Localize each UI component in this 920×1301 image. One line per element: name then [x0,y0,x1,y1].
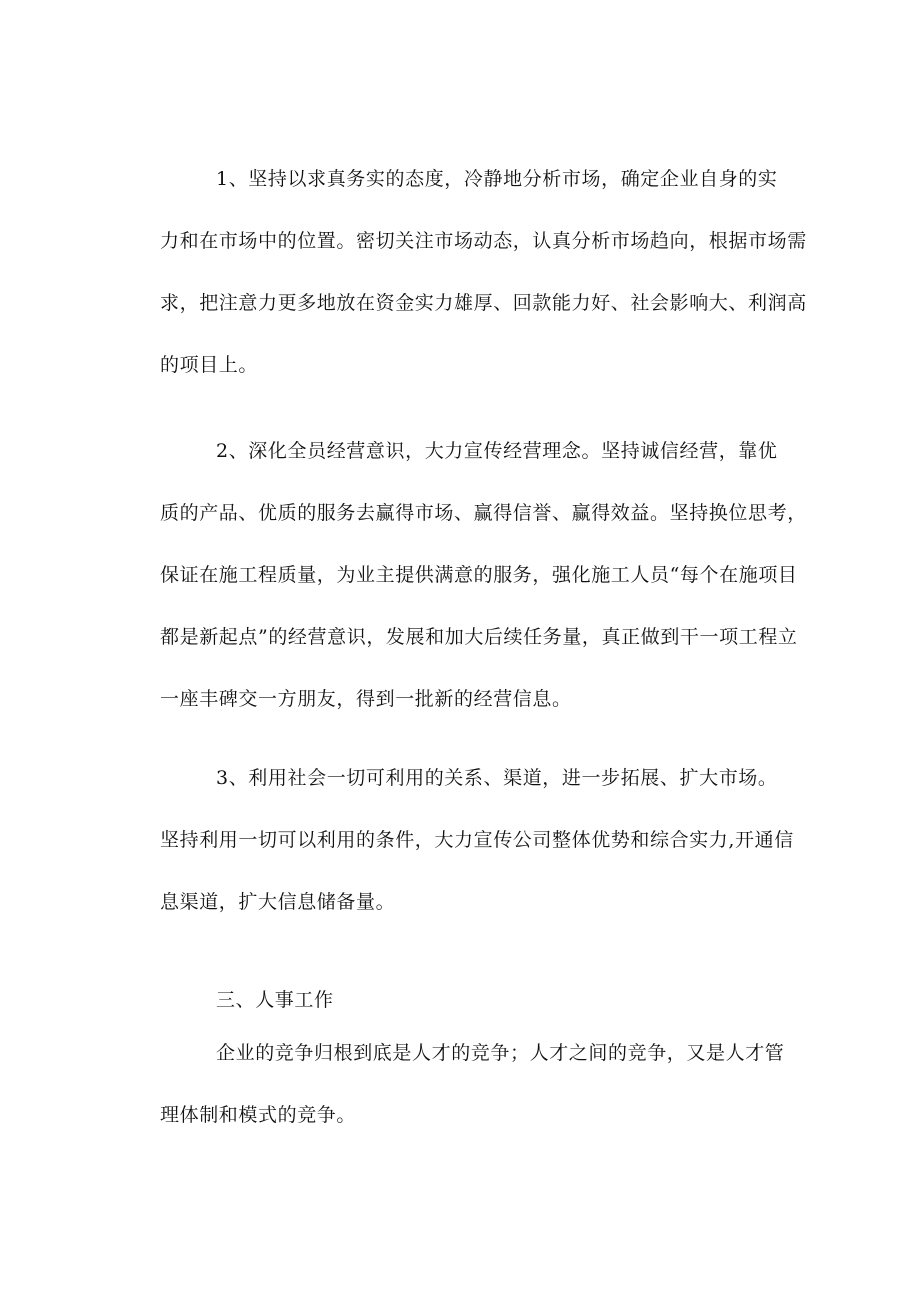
paragraph-line: 质的产品、优质的服务去赢得市场、赢得信誉、赢得效益。坚持换位思考， [160,502,807,524]
section-heading-text: 三、人事工作 [216,989,334,1011]
paragraph-line: 1、坚持以求真务实的态度，冷静地分析市场，确定企业自身的实 [216,168,778,190]
paragraph-line: 的项目上。 [160,354,259,376]
paragraph-line: 求，把注意力更多地放在资金实力雄厚、回款能力好、社会影响大、利润高 [160,292,807,314]
paragraph-1 [160,148,810,396]
paragraph-line: 理体制和模式的竞争。 [160,1104,357,1126]
paragraph-line: 2、深化全员经营意识，大力宣传经营理念。坚持诚信经营，靠优 [216,440,778,462]
paragraph-line: 保证在施工程质量，为业主提供满意的服务，强化施工人员“每个在施项目 [160,564,798,586]
paragraph-line: 企业的竞争归根到底是人才的竞争；人才之间的竞争，又是人才管 [216,1042,785,1064]
paragraph-line: 一座丰碑交一方朋友，得到一批新的经营信息。 [160,688,572,710]
paragraph-line: 3、利用社会一切可利用的关系、渠道，进一步拓展、扩大市场。 [216,767,778,789]
paragraph-line: 都是新起点”的经营意识，发展和加大后续任务量，真正做到干一项工程立 [160,626,798,648]
paragraph-2 [160,420,810,730]
paragraph-line: 息渠道，扩大信息储备量。 [160,891,396,913]
paragraph-3 [160,747,810,933]
paragraph-line: 坚持利用一切可以利用的条件，大力宣传公司整体优势和综合实力,开通信 [160,829,794,851]
paragraph-4 [160,1022,810,1146]
paragraph-line: 力和在市场中的位置。密切关注市场动态，认真分析市场趋向，根据市场需 [160,230,807,252]
